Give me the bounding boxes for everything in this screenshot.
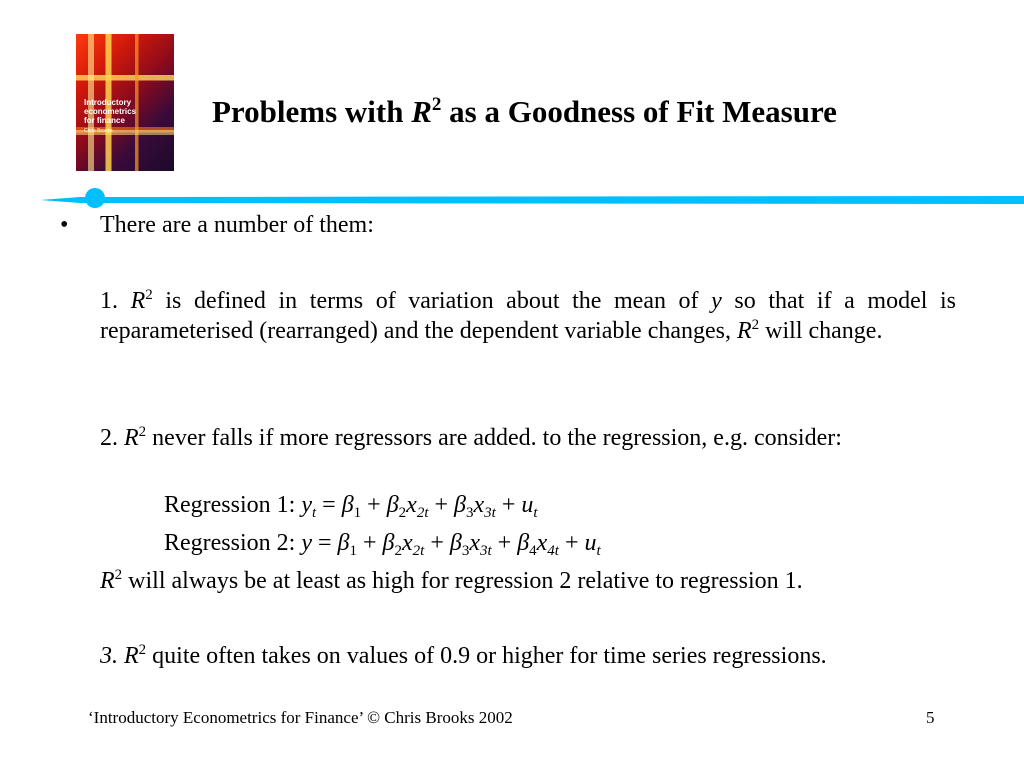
exponent: 2 <box>138 642 147 658</box>
book-cover-image <box>76 34 174 171</box>
r-variable: R <box>130 288 146 314</box>
regression-1-equation <box>164 490 538 520</box>
cover-title <box>84 98 168 125</box>
math-subscript: 3t <box>479 543 492 559</box>
math-symbol: β <box>449 530 462 556</box>
bullet-text: There are a number of them: <box>100 212 374 238</box>
point-text: never falls if more regressors are added. to the regression, e.g. consider: <box>146 425 842 451</box>
math-operator: + <box>428 492 455 518</box>
title-text: as a Goodness of Fit Measure <box>441 94 837 129</box>
equation-label: Regression 2: <box>164 530 302 556</box>
exponent: 2 <box>751 317 760 333</box>
math-operator: = <box>316 492 342 518</box>
regression-conclusion <box>100 566 803 596</box>
bullet-item <box>60 210 374 240</box>
math-operator: + <box>424 530 450 556</box>
r-variable: R <box>100 568 115 594</box>
math-operator: + <box>361 492 387 518</box>
math-operator: = <box>311 530 338 556</box>
exponent: 2 <box>145 287 153 303</box>
regression-2-equation <box>164 528 601 558</box>
math-subscript: t <box>311 505 317 521</box>
exponent: 2 <box>114 567 123 583</box>
math-operator: + <box>558 530 585 556</box>
math-operator: + <box>495 492 522 518</box>
title-r-variable: R <box>411 94 432 129</box>
conclusion-text: will always be at least as high for regression 2 relative to regression 1. <box>122 568 803 594</box>
math-subscript: 4 <box>529 543 537 559</box>
point-text: will change. <box>759 318 883 344</box>
math-subscript: 3 <box>465 505 474 521</box>
math-subscript: 2t <box>412 543 425 559</box>
math-subscript: 2t <box>416 505 429 521</box>
math-symbol: x <box>473 492 485 518</box>
math-symbol: u <box>521 492 534 518</box>
math-symbol: x <box>536 530 548 556</box>
r-variable: R <box>736 318 752 344</box>
math-symbol: y <box>301 530 312 556</box>
equation-label: Regression 1: <box>164 492 302 518</box>
footer-copyright: ‘Introductory Econometrics for Finance’ © Chris Brooks 2002 <box>88 708 513 727</box>
math-symbol: β <box>454 492 466 518</box>
point-2 <box>100 423 956 453</box>
math-symbol: x <box>406 492 417 518</box>
math-subscript: 2 <box>394 543 402 559</box>
y-variable: y <box>711 288 722 314</box>
point-text: so that if a model is reparameterised (rearranged) and the dependent variable changes, <box>100 288 957 344</box>
point-1 <box>100 286 956 346</box>
math-symbol: β <box>517 530 530 556</box>
math-subscript: 1 <box>353 505 362 521</box>
point-number: 3. <box>100 643 118 669</box>
divider-line <box>40 186 1024 210</box>
point-text: is defined in terms of variation about the mean of <box>152 288 712 314</box>
math-operator: + <box>491 530 518 556</box>
exponent: 2 <box>138 424 147 440</box>
math-symbol: x <box>469 530 480 556</box>
math-symbol: β <box>341 492 354 518</box>
math-subscript: 1 <box>349 543 357 559</box>
math-subscript: 4t <box>547 543 559 559</box>
page-number: 5 <box>926 708 935 727</box>
cover-title-line: Introductory <box>84 98 132 107</box>
r-variable: R <box>124 425 139 451</box>
math-symbol: u <box>584 530 597 556</box>
math-subscript: t <box>596 543 601 559</box>
math-symbol: β <box>337 530 350 556</box>
bullet-marker: • <box>60 212 69 238</box>
math-operator: + <box>356 530 383 556</box>
math-subscript: 2 <box>398 505 407 521</box>
point-number: 2. <box>100 425 118 451</box>
point-number: 1. <box>100 288 118 314</box>
math-symbol: β <box>382 530 395 556</box>
math-symbol: x <box>401 530 413 556</box>
math-symbol: y <box>301 492 312 518</box>
math-subscript: 3t <box>484 505 496 521</box>
math-subscript: 3 <box>461 543 470 559</box>
cover-title-line: for finance <box>84 116 125 125</box>
point-3 <box>100 641 956 671</box>
cover-author: Chris Brooks <box>84 128 113 134</box>
slide-title <box>212 92 837 132</box>
point-text: quite often takes on values of 0.9 or higher for time series regressions. <box>146 643 827 669</box>
math-symbol: β <box>386 492 399 518</box>
title-text: Problems with <box>212 94 412 129</box>
cover-title-line: econometrics <box>84 107 137 116</box>
math-subscript: t <box>533 505 538 521</box>
r-variable: R <box>124 643 139 669</box>
title-exponent: 2 <box>431 94 442 115</box>
